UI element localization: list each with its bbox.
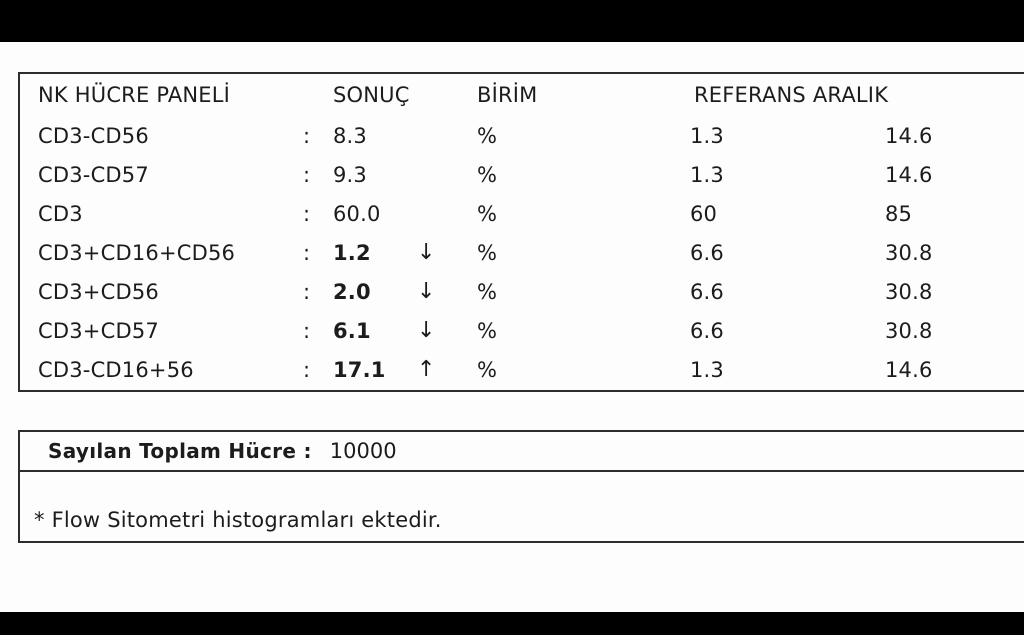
abnormal-flag-arrow: ↓	[417, 318, 436, 343]
test-name: CD3+CD57	[38, 318, 159, 343]
reference-high-value: 30.8	[885, 318, 933, 343]
result-value: 8.3	[333, 123, 367, 148]
column-header-result: SONUÇ	[333, 83, 410, 107]
result-value: 1.2	[333, 240, 371, 265]
reference-high-value: 14.6	[885, 123, 933, 148]
separator-colon: :	[303, 240, 311, 265]
abnormal-flag-arrow: ↑	[417, 357, 436, 382]
reference-high-value: 14.6	[885, 357, 933, 382]
table-row	[20, 155, 1024, 194]
table-row	[20, 194, 1024, 233]
panel-title: NK HÜCRE PANELİ	[38, 83, 231, 107]
table-row	[20, 233, 1024, 272]
test-name: CD3-CD56	[38, 123, 149, 148]
reference-low-value: 6.6	[690, 279, 724, 304]
test-name: CD3	[38, 201, 83, 226]
summary-box	[18, 430, 1024, 543]
reference-low-value: 1.3	[690, 162, 724, 187]
unit-value: %	[477, 357, 498, 382]
footnote-text: * Flow Sitometri histogramları ektedir.	[34, 508, 442, 532]
table-row	[20, 272, 1024, 311]
reference-low-value: 60	[690, 201, 718, 226]
abnormal-flag-arrow: ↓	[417, 240, 436, 265]
unit-value: %	[477, 240, 498, 265]
unit-value: %	[477, 279, 498, 304]
unit-value: %	[477, 162, 498, 187]
table-row	[20, 116, 1024, 155]
test-name: CD3+CD16+CD56	[38, 240, 236, 265]
reference-low-value: 1.3	[690, 123, 724, 148]
panel-header-row	[20, 74, 1024, 116]
table-row	[20, 311, 1024, 350]
result-value: 60.0	[333, 201, 381, 226]
unit-value: %	[477, 201, 498, 226]
reference-high-value: 14.6	[885, 162, 933, 187]
result-value: 2.0	[333, 279, 371, 304]
column-header-unit: BİRİM	[477, 83, 538, 107]
reference-high-value: 85	[885, 201, 913, 226]
table-row	[20, 350, 1024, 389]
result-value: 17.1	[333, 357, 386, 382]
bottom-letterbox-bar	[0, 612, 1024, 635]
total-cell-count-value: 10000	[329, 439, 397, 463]
separator-colon: :	[303, 162, 311, 187]
separator-colon: :	[303, 318, 311, 343]
total-cell-count-row	[20, 432, 1024, 472]
panel-rows	[20, 116, 1024, 389]
test-name: CD3+CD56	[38, 279, 159, 304]
separator-colon: :	[303, 123, 311, 148]
test-name: CD3-CD16+56	[38, 357, 194, 382]
footnote-row	[20, 472, 1024, 541]
total-cell-count-label: Sayılan Toplam Hücre :	[48, 439, 312, 463]
reference-high-value: 30.8	[885, 240, 933, 265]
reference-high-value: 30.8	[885, 279, 933, 304]
result-value: 6.1	[333, 318, 371, 343]
test-name: CD3-CD57	[38, 162, 149, 187]
nk-panel-table	[18, 72, 1024, 392]
unit-value: %	[477, 318, 498, 343]
abnormal-flag-arrow: ↓	[417, 279, 436, 304]
top-letterbox-bar	[0, 0, 1024, 42]
separator-colon: :	[303, 279, 311, 304]
result-value: 9.3	[333, 162, 367, 187]
reference-low-value: 6.6	[690, 240, 724, 265]
reference-low-value: 1.3	[690, 357, 724, 382]
column-header-reference: REFERANS ARALIK	[694, 83, 889, 107]
reference-low-value: 6.6	[690, 318, 724, 343]
separator-colon: :	[303, 357, 311, 382]
separator-colon: :	[303, 201, 311, 226]
unit-value: %	[477, 123, 498, 148]
